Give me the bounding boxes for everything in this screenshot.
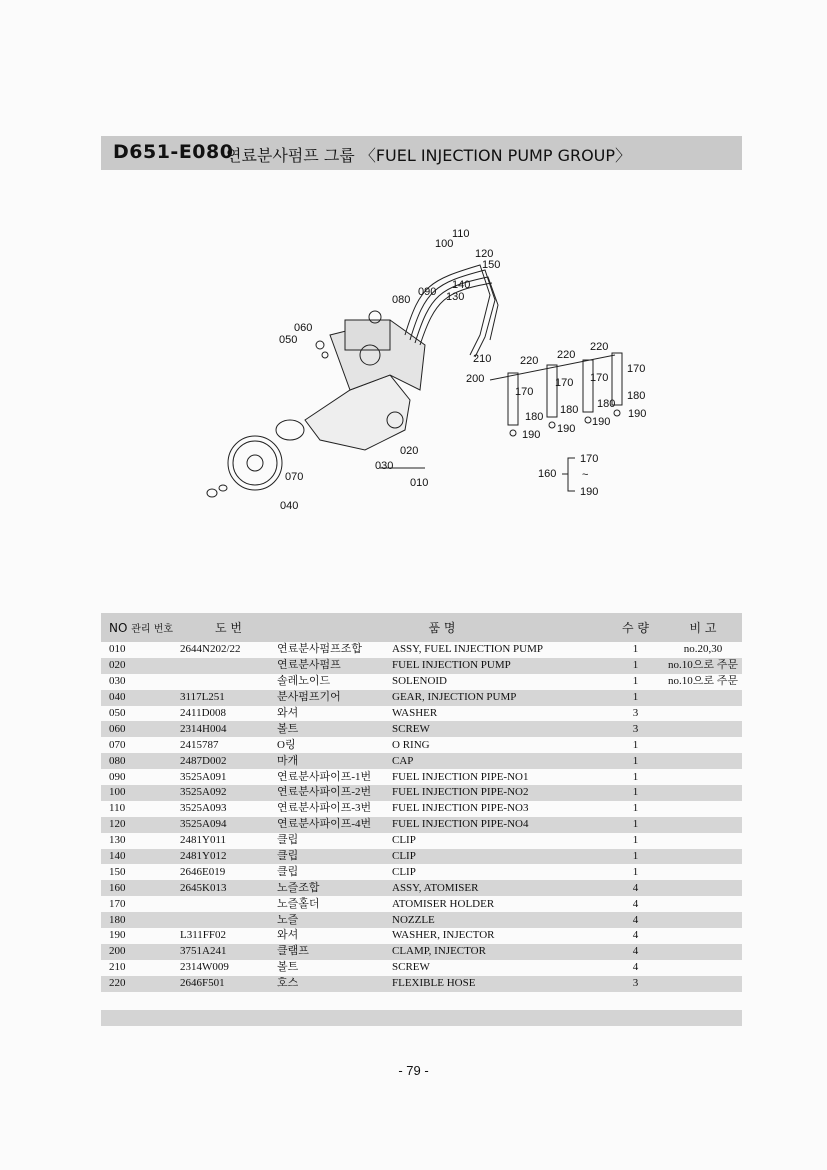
- cell-part: 3525A091: [180, 770, 227, 783]
- cell-en: GEAR, INJECTION PUMP: [392, 690, 607, 706]
- cell-part: 2314W009: [180, 961, 229, 974]
- section-header: [101, 136, 742, 170]
- table-row: [101, 690, 742, 706]
- cell-part: [180, 912, 277, 928]
- callout: 180: [627, 390, 646, 402]
- cell-no: 060: [101, 721, 180, 737]
- cell-en: FUEL INJECTION PIPE-NO4: [392, 817, 607, 833]
- footer-bar: [101, 1010, 742, 1026]
- callout: 120: [475, 248, 494, 260]
- cell-kr: 연료분사파이프-3번: [277, 802, 372, 815]
- cell-rem: no.10으로 주문: [667, 675, 738, 688]
- cell-no: 040: [101, 690, 180, 706]
- callout: 020: [400, 445, 419, 457]
- cell-no: 050: [109, 707, 126, 719]
- cell-kr: 와셔: [277, 929, 299, 942]
- cell-no: 210: [109, 961, 126, 974]
- cell-qty: 3: [607, 976, 664, 992]
- callout: 170: [555, 377, 574, 389]
- cell-en: ASSY, FUEL INJECTION PUMP: [392, 643, 543, 656]
- cell-part: 3751A241: [180, 944, 277, 960]
- callout: 190: [522, 429, 541, 441]
- cell-qty: 4: [607, 944, 664, 960]
- callout: 190: [557, 423, 576, 435]
- table-row: [101, 960, 742, 976]
- cell-en: CLIP: [392, 834, 416, 847]
- cell-en: SCREW: [392, 721, 607, 737]
- cell-part: [180, 896, 277, 912]
- table-row: [101, 817, 742, 833]
- cell-no: 220: [101, 976, 180, 992]
- cell-part: 2487D002: [180, 753, 277, 769]
- cell-kr: 분사펌프기어: [277, 690, 392, 706]
- cell-kr: 클립: [277, 834, 299, 847]
- table-row: [101, 674, 742, 690]
- callout: 110: [452, 228, 470, 240]
- cell-en: FUEL INJECTION PIPE-NO1: [392, 770, 529, 783]
- cell-no: 140: [101, 849, 180, 865]
- cell-kr: 연료분사파이프-4번: [277, 817, 392, 833]
- cell-qty: 1: [607, 753, 664, 769]
- cell-no: 120: [101, 817, 180, 833]
- callout: 220: [590, 341, 609, 353]
- cell-kr: 연료분사파이프-2번: [277, 785, 392, 801]
- cell-kr: 마개: [277, 753, 392, 769]
- cell-no: 110: [109, 802, 126, 815]
- callout: 170: [515, 386, 534, 398]
- table-row: [101, 658, 742, 674]
- callout: 130: [446, 291, 465, 303]
- cell-part: 2314H004: [180, 721, 277, 737]
- cell-no: 200: [101, 944, 180, 960]
- cell-rem: [664, 785, 742, 801]
- cell-qty: 1: [607, 785, 664, 801]
- callout: 150: [482, 259, 501, 271]
- col-qty: 수 량: [607, 613, 664, 642]
- cell-kr: 와셔: [277, 707, 299, 719]
- cell-no: 030: [109, 675, 126, 688]
- cell-en: WASHER: [392, 707, 438, 719]
- cell-rem: [664, 817, 742, 833]
- cell-part: [180, 674, 277, 690]
- cell-no: 130: [109, 834, 126, 847]
- cell-en: CLIP: [392, 849, 607, 865]
- table-row: [101, 976, 742, 992]
- callout: 190: [628, 408, 647, 420]
- table-row: [101, 880, 742, 896]
- cell-no: 190: [109, 929, 126, 942]
- cell-kr: 호스: [277, 976, 392, 992]
- table-row: [101, 642, 742, 658]
- cell-part: 2415787: [180, 738, 219, 751]
- cell-part: 2411D008: [180, 707, 227, 719]
- cell-kr: 클립: [277, 865, 299, 878]
- cell-qty: 1: [632, 643, 639, 656]
- table-row: [101, 849, 742, 865]
- cell-rem: [664, 769, 742, 785]
- cell-en: FUEL INJECTION PIPE-NO3: [392, 802, 529, 815]
- cell-qty: 1: [632, 834, 639, 847]
- callout: 030: [375, 460, 394, 472]
- table-row: [101, 753, 742, 769]
- col-part-no: 도 번: [180, 613, 277, 642]
- callout: 070: [285, 471, 304, 483]
- cell-kr: 연료분사파이프-1번: [277, 770, 372, 783]
- table-row: [101, 706, 742, 722]
- cell-rem: [664, 706, 742, 722]
- callout: 220: [557, 349, 576, 361]
- callout: 100: [435, 238, 454, 250]
- cell-qty: 4: [607, 880, 664, 896]
- parts-table: [101, 613, 742, 992]
- callout: 080: [392, 294, 411, 306]
- callout: 210: [473, 353, 492, 365]
- cell-rem: [664, 721, 742, 737]
- cell-qty: 1: [607, 817, 664, 833]
- cell-rem: [664, 960, 742, 976]
- cell-qty: 1: [632, 865, 639, 878]
- cell-no: 160: [101, 880, 180, 896]
- cell-rem: [664, 737, 742, 753]
- col-remarks: 비 고: [664, 613, 742, 642]
- cell-kr: 노즐홀더: [277, 897, 320, 910]
- cell-no: 170: [109, 897, 126, 910]
- col-no: NO 관리 번호: [101, 613, 180, 642]
- group-title: 연료분사펌프 그룹 〈FUEL INJECTION PUMP GROUP〉: [226, 146, 632, 165]
- cell-qty: 1: [632, 770, 639, 783]
- table-row: [101, 785, 742, 801]
- callout: 140: [452, 279, 471, 291]
- cell-kr: 볼트: [277, 721, 392, 737]
- table-row: [101, 944, 742, 960]
- cell-rem: [664, 833, 742, 849]
- cell-en: SOLENOID: [392, 675, 447, 688]
- cell-kr: 클립: [277, 849, 392, 865]
- col-name: 품 명: [277, 613, 607, 642]
- cell-part: [180, 658, 277, 674]
- table-row: [101, 801, 742, 817]
- cell-part: 2646E019: [180, 865, 226, 878]
- cell-part: 2646F501: [180, 976, 277, 992]
- cell-qty: 3: [607, 721, 664, 737]
- cell-rem: [664, 753, 742, 769]
- cell-part: 3525A093: [180, 802, 227, 815]
- table-row: [101, 864, 742, 880]
- cell-rem: [664, 976, 742, 992]
- table-row: [101, 896, 742, 912]
- cell-rem: [664, 944, 742, 960]
- cell-en: NOZZLE: [392, 912, 607, 928]
- cell-kr: O링: [277, 738, 296, 751]
- cell-kr: 클램프: [277, 944, 392, 960]
- cell-kr: 솔레노이드: [277, 675, 331, 688]
- callout: 180: [560, 404, 579, 416]
- callout: 190: [580, 486, 599, 498]
- page-number: - 79 -: [398, 1063, 429, 1078]
- cell-rem: [664, 928, 742, 944]
- cell-no: 180: [101, 912, 180, 928]
- cell-rem: [664, 849, 742, 865]
- callout: 090: [418, 286, 437, 298]
- cell-part: 2645K013: [180, 880, 277, 896]
- cell-qty: 4: [632, 897, 639, 910]
- cell-qty: 1: [607, 690, 664, 706]
- callout: 200: [466, 373, 485, 385]
- table-header-row: [101, 613, 742, 642]
- cell-no: 020: [101, 658, 180, 674]
- cell-en: FUEL INJECTION PUMP: [392, 658, 607, 674]
- callout: 010: [410, 477, 429, 489]
- callout: 220: [520, 355, 539, 367]
- callout: 160: [538, 468, 557, 480]
- cell-qty: 1: [632, 675, 639, 688]
- cell-rem: [664, 912, 742, 928]
- cell-part: 3117L251: [180, 690, 277, 706]
- cell-qty: 1: [632, 802, 639, 815]
- cell-rem: [664, 801, 742, 817]
- cell-en: FUEL INJECTION PIPE-NO2: [392, 785, 607, 801]
- cell-rem: [664, 864, 742, 880]
- callout: 060: [294, 322, 313, 334]
- cell-no: 090: [109, 770, 126, 783]
- cell-part: L311FF02: [180, 929, 227, 942]
- cell-en: CLAMP, INJECTOR: [392, 944, 607, 960]
- cell-part: 2481Y012: [180, 849, 277, 865]
- cell-qty: 1: [632, 738, 639, 751]
- cell-kr: 노즐조합: [277, 880, 392, 896]
- cell-no: 100: [101, 785, 180, 801]
- callout: 170: [627, 363, 646, 375]
- cell-en: CLIP: [392, 865, 416, 878]
- cell-kr: 연료분사펌프조합: [277, 643, 363, 656]
- cell-en: WASHER, INJECTOR: [392, 929, 495, 942]
- cell-en: SCREW: [392, 961, 430, 974]
- table-row: [101, 769, 742, 785]
- cell-qty: 4: [632, 961, 639, 974]
- table-row: [101, 928, 742, 944]
- callout: ~: [582, 469, 589, 481]
- cell-en: FLEXIBLE HOSE: [392, 976, 607, 992]
- cell-qty: 1: [607, 849, 664, 865]
- cell-no: 080: [101, 753, 180, 769]
- cell-en: CAP: [392, 753, 607, 769]
- table-row: [101, 833, 742, 849]
- table-row: [101, 912, 742, 928]
- cell-part: 3525A092: [180, 785, 277, 801]
- cell-en: ASSY, ATOMISER: [392, 880, 607, 896]
- cell-qty: 3: [632, 707, 639, 719]
- cell-qty: 4: [607, 912, 664, 928]
- cell-rem: [664, 880, 742, 896]
- cell-kr: 연료분사펌프: [277, 658, 392, 674]
- callout: 170: [580, 453, 599, 465]
- cell-part: 3525A094: [180, 817, 277, 833]
- cell-rem: no.20,30: [683, 643, 723, 656]
- cell-part: 2481Y011: [180, 834, 227, 847]
- cell-no: 150: [109, 865, 126, 878]
- cell-en: ATOMISER HOLDER: [392, 897, 495, 910]
- exploded-parts-diagram: [190, 225, 660, 525]
- callout: 040: [280, 500, 299, 512]
- cell-qty: 1: [607, 658, 664, 674]
- cell-en: O RING: [392, 738, 430, 751]
- cell-qty: 4: [632, 929, 639, 942]
- callout: 050: [279, 334, 298, 346]
- cell-kr: 노즐: [277, 912, 392, 928]
- cell-no: 010: [109, 643, 126, 656]
- callout: 180: [597, 398, 616, 410]
- callout: 190: [592, 416, 611, 428]
- group-code: D651-E080: [113, 141, 234, 163]
- cell-rem: [664, 690, 742, 706]
- cell-kr: 볼트: [277, 961, 299, 974]
- cell-no: 070: [109, 738, 126, 751]
- cell-rem: [664, 896, 742, 912]
- gear-shape: [228, 436, 282, 490]
- callout: 180: [525, 411, 544, 423]
- cell-rem: no.10으로 주문: [664, 658, 742, 674]
- cell-part: 2644N202/22: [180, 643, 241, 656]
- table-row: [101, 721, 742, 737]
- table-row: [101, 737, 742, 753]
- callout: 170: [590, 372, 609, 384]
